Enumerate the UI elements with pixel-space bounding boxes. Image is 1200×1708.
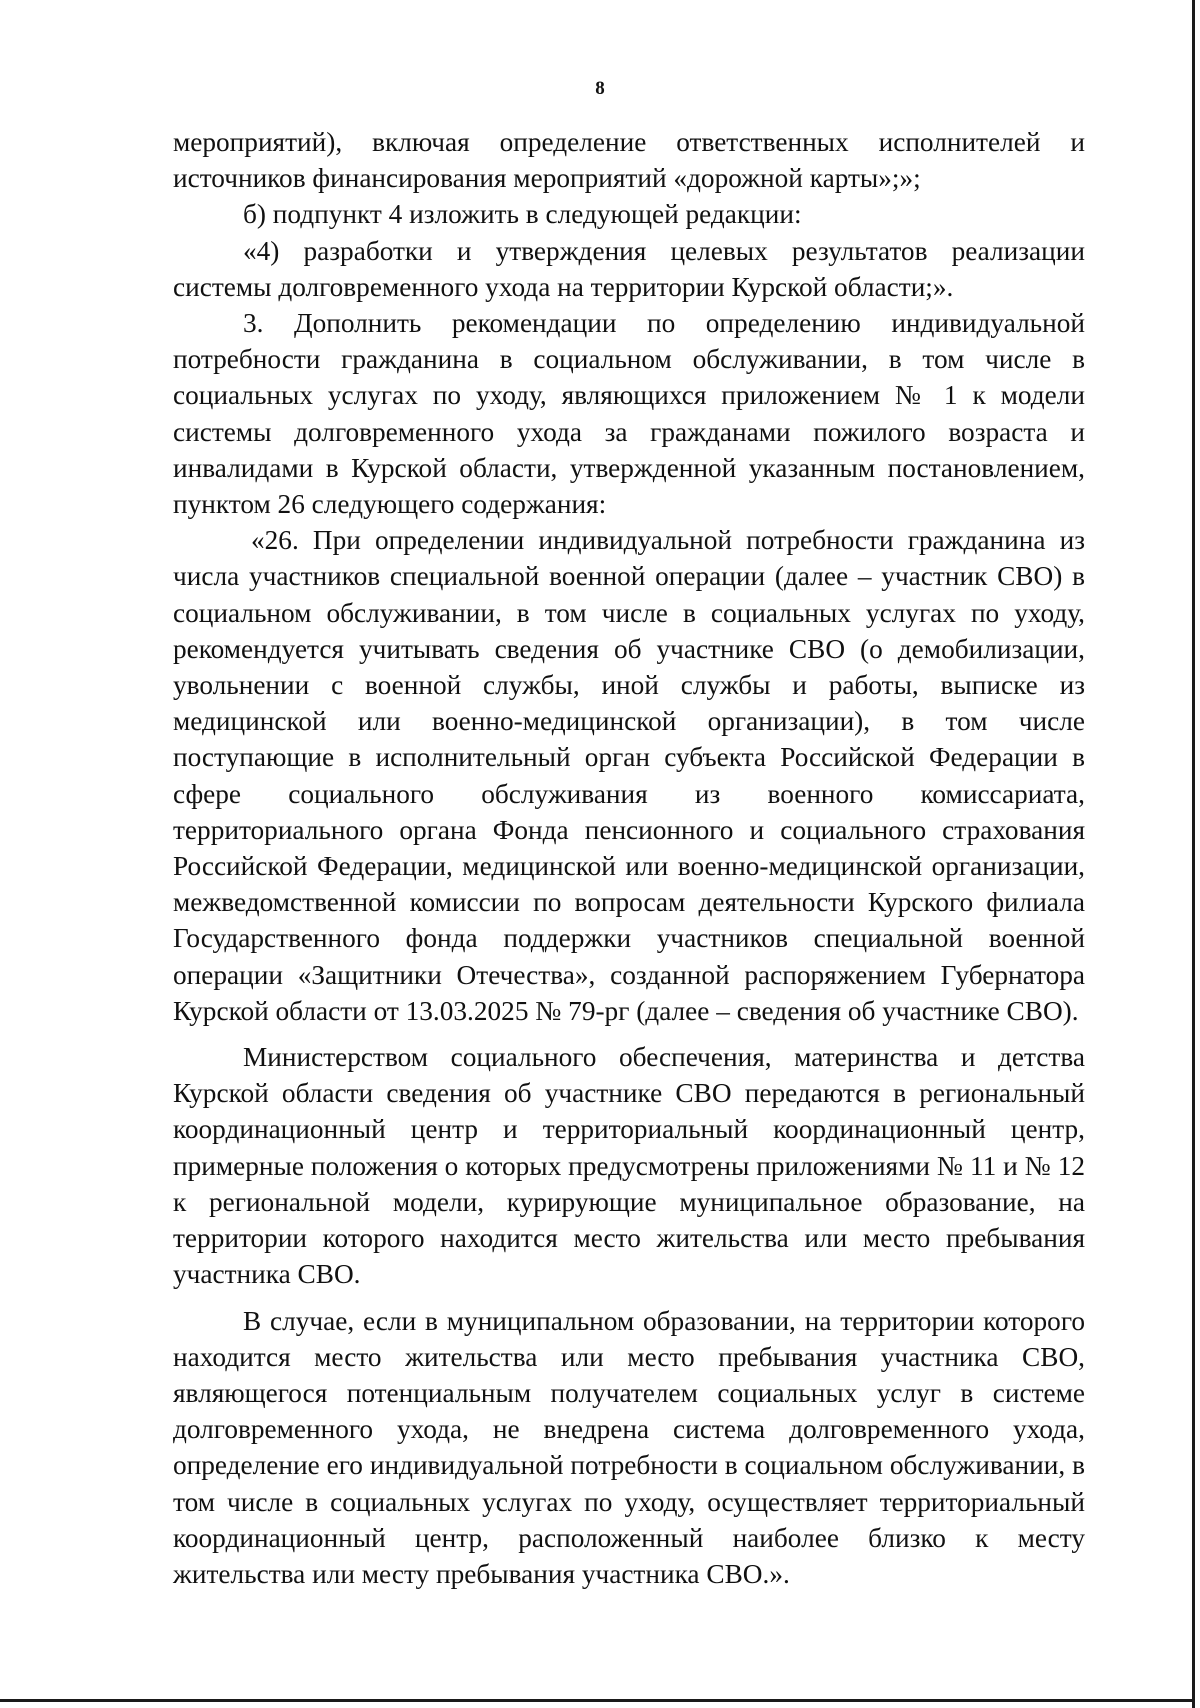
paragraph-7: В случае, если в муниципальном образовании, на территории которого находится место жительства или место пребывания участника СВО, являющегося потенциальным получателем социальных услуг в системе долговременного ухода, не внедрена система долговременного ухода, определение его индивидуальной потребности в социальном обслуживании, в том числе в социальных услугах по уходу, осуществляет территориальный координационный центр, расположенный наиболее близко к месту жительства или месту пребывания участника СВО.».: [173, 1305, 1085, 1589]
page-number: 8: [595, 78, 605, 99]
scan-edge-bottom: [0, 1699, 1195, 1702]
paragraph-6: Министерством социального обеспечения, материнства и детства Курской области сведения об участнике СВО передаются в региональный координационный центр и территориальный координационный центр, примерные положения о которых предусмотрены приложениями № 11 и № 12 к региональной модели, курирующие муниципальное образование, на территории которого находится место жительства или место пребывания участника СВО.: [173, 1042, 1085, 1290]
document-body: [173, 124, 1085, 1592]
scan-edge-right: [1192, 0, 1195, 1708]
paragraph-5: «26. При определении индивидуальной потребности гражданина из числа участников специальной военной операции (далее – участник СВО) в социальном обслуживании, в том числе в социальных услугах по уходу, рекомендуется учитывать сведения об участнике СВО (о демобилизации, увольнении с военной службы, иной службы и работы, выписке из медицинской или военно-медицинской организации), в том числе поступающие в исполнительный орган субъекта Российской Федерации в сфере социального обслуживания из военного комиссариата, территориального органа Фонда пенсионного и социального страхования Российской Федерации, медицинской или военно-медицинской организации, межведомственной комиссии по вопросам деятельности Курского филиала Государственного фонда поддержки участников специальной военной операции «Защитники Отечества», созданной распоряжением Губернатора Курской области от 13.03.2025 № 79-рг (далее – сведения об участнике СВО).: [173, 525, 1085, 1026]
paragraph-1: мероприятий), включая определение ответственных исполнителей и источников финансирования мероприятий «дорожной карты»;»;: [173, 127, 1085, 194]
paragraph-3: «4) разработки и утверждения целевых результатов реализации системы долговременного ухода на территории Курской области;».: [173, 235, 1085, 302]
paragraph-4: 3. Дополнить рекомендации по определению индивидуальной потребности гражданина в социальном обслуживании, в том числе в социальных услугах по уходу, являющихся приложением № 1 к модели системы долговременного ухода за гражданами пожилого возраста и инвалидами в Курской области, утвержденной указанным постановлением, пунктом 26 следующего содержания:: [173, 308, 1085, 520]
paragraph-2: б) подпункт 4 изложить в следующей редакции:: [243, 199, 802, 230]
